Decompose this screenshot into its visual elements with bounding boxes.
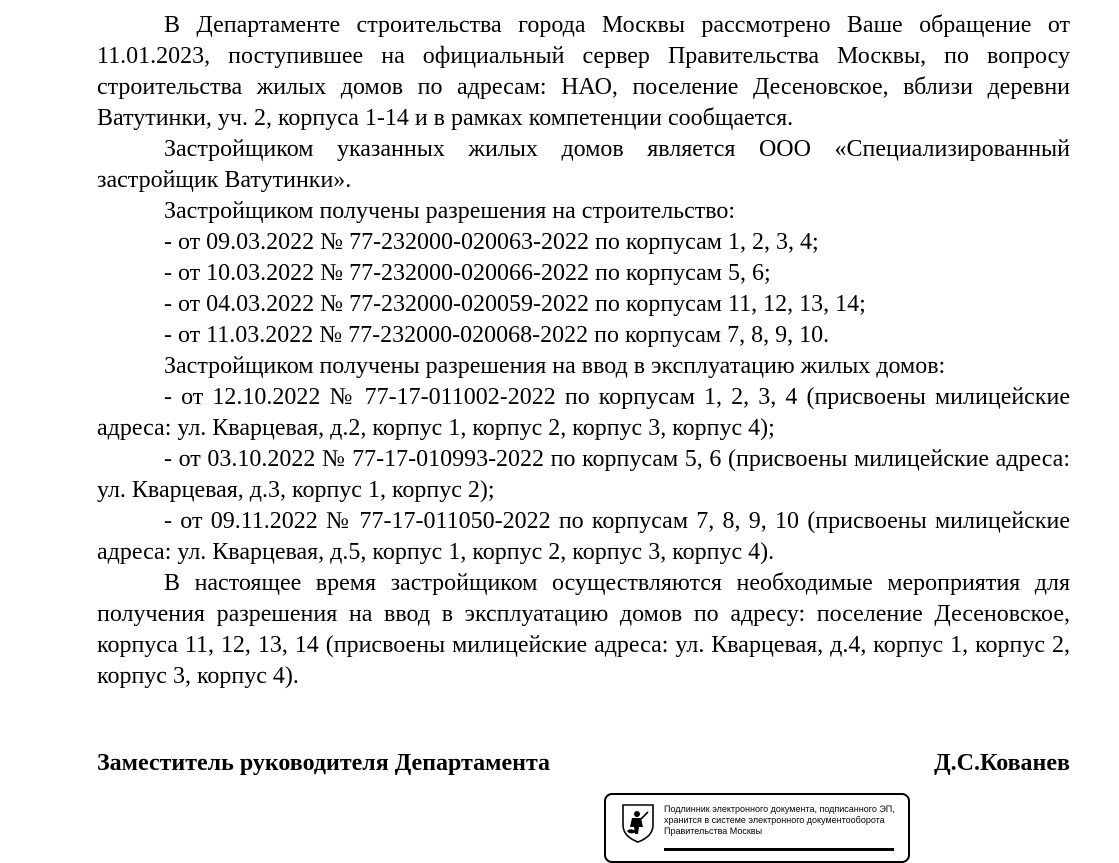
stamp-line: Подлинник электронного документа, подписанного ЭП, [664, 804, 895, 814]
paragraph-commissioning-permits-heading: Застройщиком получены разрешения на ввод в эксплуатацию жилых домов: [164, 353, 946, 379]
paragraph-intro: В Департаменте строительства города Москвы рассмотрено Ваше обращение от 11.01.2023, поступившее на официальный сервер Правительства Москвы, по вопросу строительства жилых домов по адресам: НАО, поселение Десеновское, вблизи деревни Ватутинки, уч. 2, корпуса 1-14 и в рамках компетенции сообщается. [97, 12, 1070, 131]
signatory-name: Д.С.Кованев [934, 750, 1070, 776]
letter-body [97, 10, 1070, 692]
signature-block [97, 748, 1070, 779]
paragraph-building-permits-heading: Застройщиком получены разрешения на строительство: [164, 198, 736, 224]
building-permit-item: - от 04.03.2022 № 77-232000-020059-2022 по корпусам 11, 12, 13, 14; [164, 291, 866, 317]
electronic-signature-stamp [604, 793, 910, 863]
stamp-line: хранится в системе электронного документооборота [664, 815, 885, 825]
building-permit-item: - от 09.03.2022 № 77-232000-020063-2022 по корпусам 1, 2, 3, 4; [164, 229, 819, 255]
paragraph-developer: Застройщиком указанных жилых домов является ООО «Специализированный застройщик Ватутинки». [97, 136, 1070, 193]
building-permit-item: - от 11.03.2022 № 77-232000-020068-2022 по корпусам 7, 8, 9, 10. [164, 322, 830, 348]
commissioning-permit-item: - от 09.11.2022 № 77-17-011050-2022 по корпусам 7, 8, 9, 10 (присвоены милицейские адреса: ул. Кварцевая, д.5, корпус 1, корпус 2, корпус 3, корпус 4). [97, 508, 1070, 565]
signatory-position: Заместитель руководителя Департамента [97, 750, 551, 776]
stamp-text [664, 804, 895, 837]
commissioning-permit-item: - от 12.10.2022 № 77-17-011002-2022 по корпусам 1, 2, 3, 4 (присвоены милицейские адреса: ул. Кварцевая, д.2, корпус 1, корпус 2, корпус 3, корпус 4); [97, 384, 1070, 441]
building-permit-item: - от 10.03.2022 № 77-232000-020066-2022 по корпусам 5, 6; [164, 260, 771, 286]
commissioning-permit-item: - от 03.10.2022 № 77-17-010993-2022 по корпусам 5, 6 (присвоены милицейские адреса: ул. Кварцевая, д.3, корпус 1, корпус 2); [97, 446, 1070, 503]
moscow-coat-of-arms-icon [621, 803, 655, 843]
paragraph-current-status: В настоящее время застройщиком осуществляются необходимые мероприятия для получения разрешения на ввод в эксплуатацию домов по адресу: поселение Десеновское, корпуса 11, 12, 13, 14 (присвоены милицейские адреса: ул. Кварцевая, д.4, корпус 1, корпус 2, корпус 3, корпус 4). [97, 570, 1070, 689]
stamp-line: Правительства Москвы [664, 826, 763, 836]
